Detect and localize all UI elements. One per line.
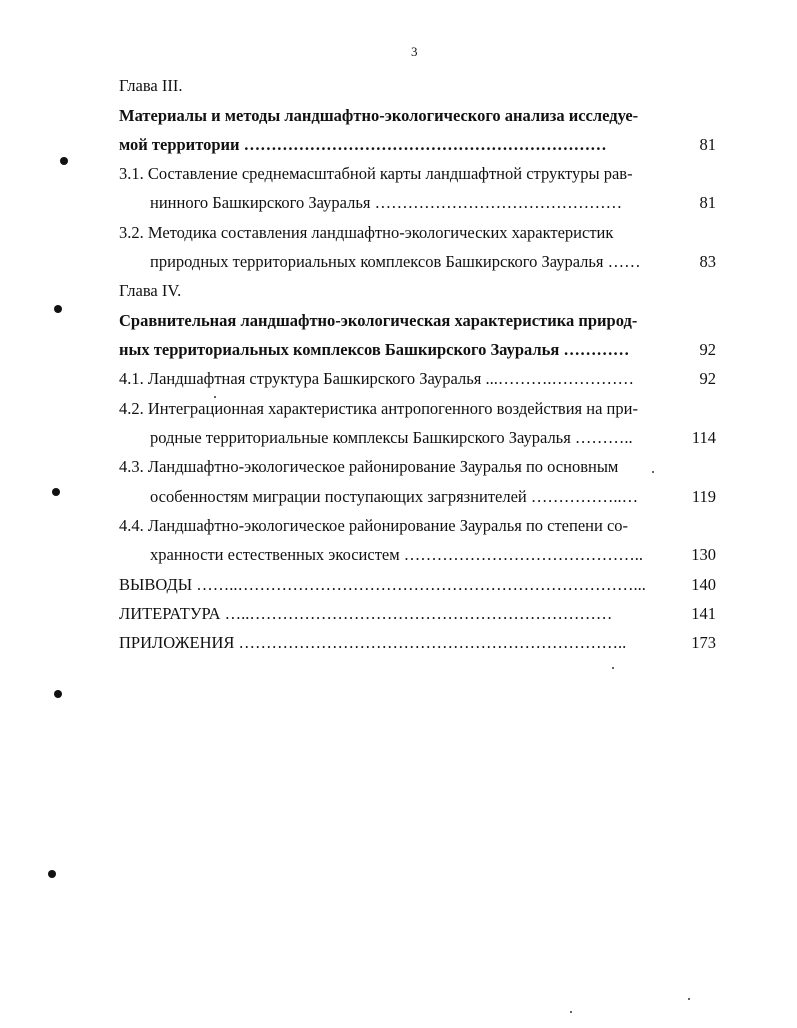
binder-hole-mark <box>54 305 62 313</box>
appendices-page: 173 <box>691 633 716 652</box>
scan-speck <box>570 1011 572 1013</box>
literature-page: 141 <box>691 604 716 623</box>
section-4-1-line1: 4.1. Ландшафтная структура Башкирского Зауралья ...……….…………… <box>119 369 634 388</box>
chapter-3-title-line1 <box>119 106 675 126</box>
chapter-4-title-page: 92 <box>699 340 716 359</box>
section-3-2-line2: природных территориальных комплексов Башкирского Зауралья …… <box>150 252 641 271</box>
chapter-3-title-text: Материалы и методы ландшафтно-экологического анализа исследуе- <box>119 106 639 125</box>
section-3-1-page: 81 <box>699 193 716 212</box>
scan-speck <box>612 667 614 669</box>
appendices-entry: ПРИЛОЖЕНИЯ …………………………………………………………….. <box>119 633 627 652</box>
section-4-4-line2: хранности естественных экосистем …………………………………….. <box>150 545 644 564</box>
section-4-4-page: 130 <box>691 545 716 564</box>
page-number: 3 <box>411 44 418 59</box>
chapter-4-heading: Глава IV. <box>119 281 182 300</box>
section-4-3-page: 119 <box>691 487 716 506</box>
conclusions-entry: ВЫВОДЫ ……..………………………………………………………………... <box>119 575 646 594</box>
binder-hole-mark <box>48 870 56 878</box>
section-4-2-line2: родные территориальные комплексы Башкирского Зауралья ……….. <box>150 428 633 447</box>
section-4-3-line1: 4.3. Ландшафтно-экологическое районирование Зауралья по основным <box>119 457 619 476</box>
literature-entry: ЛИТЕРАТУРА …..………………………………………………………… <box>119 604 613 623</box>
chapter-3-heading: Глава III. <box>119 76 183 95</box>
section-4-2-page: 114 <box>691 428 716 447</box>
scan-speck <box>688 998 690 1000</box>
section-4-1-page: 92 <box>699 369 716 388</box>
section-4-4-line1: 4.4. Ландшафтно-экологическое районирование Зауралья по степени со- <box>119 516 629 535</box>
chapter-4-title-line1: Сравнительная ландшафтно-экологическая характеристика природ- <box>119 311 638 330</box>
chapter-3-title-page: 81 <box>699 135 716 154</box>
chapter-3-title-line2: мой территории ………………………………………………………… <box>119 135 607 154</box>
section-3-2-line1: 3.2. Методика составления ландшафтно-экологических характеристик <box>119 223 614 242</box>
binder-hole-mark <box>60 157 68 165</box>
chapter-4-title-line2: ных территориальных комплексов Башкирского Зауралья ………… <box>119 340 630 359</box>
section-3-1-line1: 3.1. Составление среднемасштабной карты ландшафтной структуры рав- <box>119 164 633 183</box>
section-4-3-line2: особенностям миграции поступающих загрязнителей ……………..… <box>150 487 639 506</box>
section-3-1-line2: нинного Башкирского Зауралья ……………………………………… <box>150 193 623 212</box>
conclusions-page: 140 <box>691 575 716 594</box>
section-3-2-page: 83 <box>699 252 716 271</box>
section-4-2-line1: 4.2. Интеграционная характеристика антропогенного воздействия на при- <box>119 399 638 418</box>
scan-speck <box>652 471 654 473</box>
binder-hole-mark <box>52 488 60 496</box>
binder-hole-mark <box>54 690 62 698</box>
scan-speck <box>214 396 216 398</box>
